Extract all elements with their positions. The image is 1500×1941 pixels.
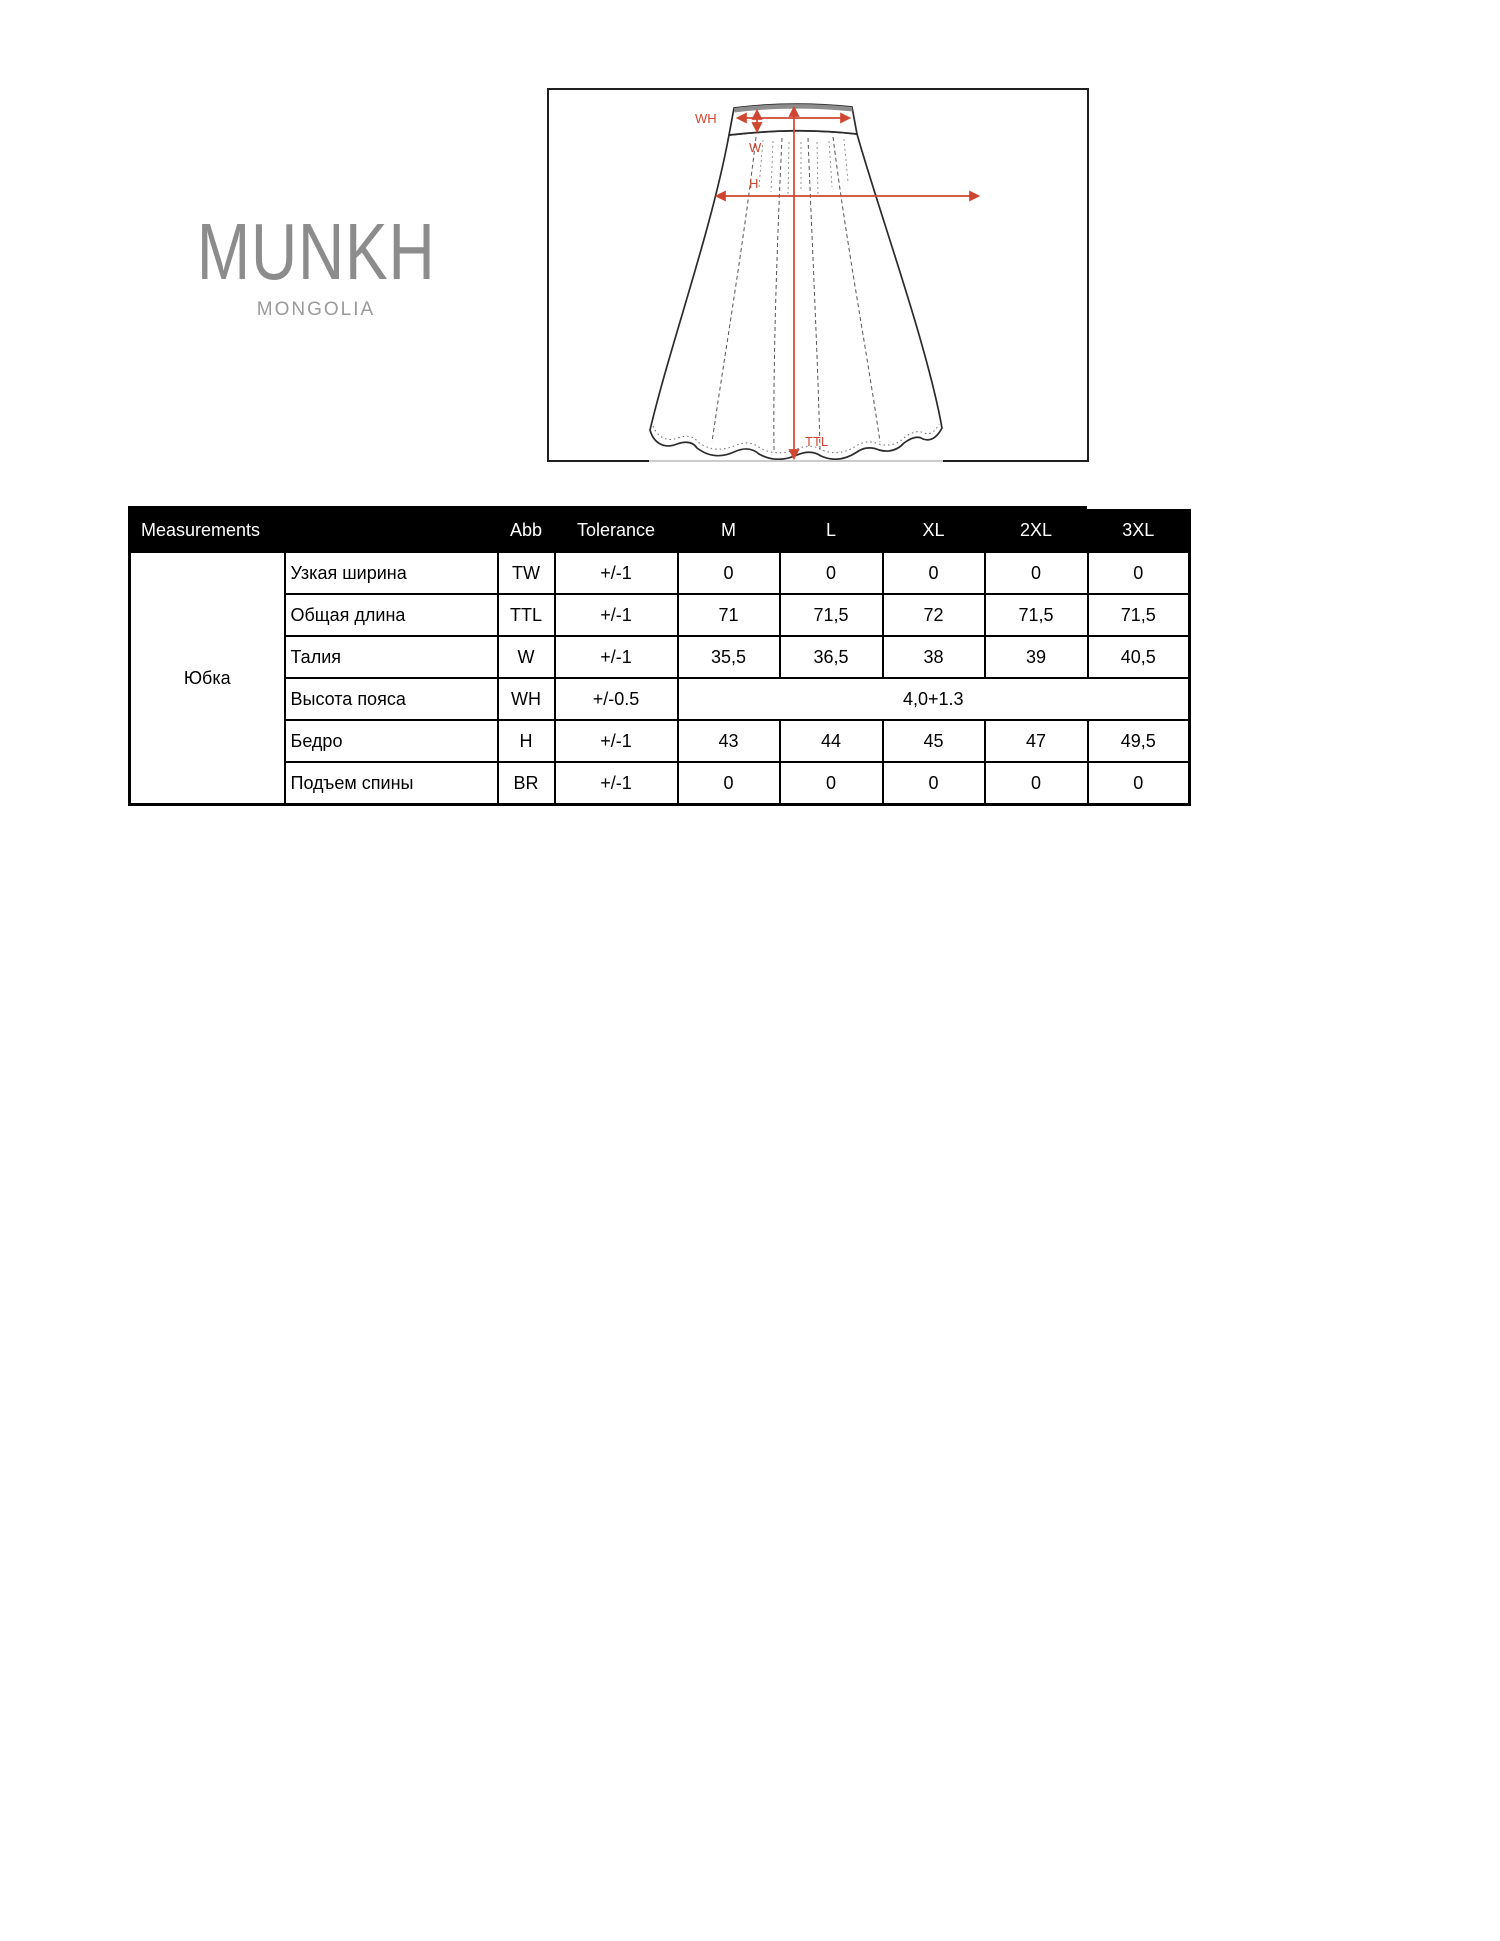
table-row <box>130 636 1190 678</box>
value-cell: 36,5 <box>780 636 883 678</box>
value-cell: 0 <box>985 762 1088 805</box>
value-cell: 38 <box>883 636 985 678</box>
brand-subtitle: MONGOLIA <box>256 299 376 320</box>
value-cell: 0 <box>1088 762 1190 805</box>
value-cell: 71,5 <box>1088 594 1190 636</box>
value-cell: 0 <box>678 762 780 805</box>
ttl-label: TTL <box>805 434 829 449</box>
header-measurements: Measurements <box>130 508 498 553</box>
value-cell: 0 <box>780 762 883 805</box>
measure-name: Подъем спины <box>285 762 498 805</box>
table-row <box>130 594 1190 636</box>
value-cell: 35,5 <box>678 636 780 678</box>
header-size-3xl: 3XL <box>1088 508 1190 553</box>
abb-cell: TW <box>498 552 555 594</box>
w-label: W <box>749 140 762 155</box>
measure-name: Высота пояса <box>285 678 498 720</box>
table-row <box>130 678 1190 720</box>
value-cell: 71,5 <box>985 594 1088 636</box>
header-tolerance: Tolerance <box>555 508 678 553</box>
value-cell: 45 <box>883 720 985 762</box>
h-label: H <box>749 176 759 191</box>
merged-value-cell: 4,0+1.3 <box>678 678 1190 720</box>
abb-cell: TTL <box>498 594 555 636</box>
value-cell: 0 <box>883 552 985 594</box>
tolerance-cell: +/-1 <box>555 594 678 636</box>
brand-logo <box>140 207 492 321</box>
value-cell: 39 <box>985 636 1088 678</box>
tolerance-cell: +/-1 <box>555 762 678 805</box>
frame-bottom-gap <box>649 460 943 462</box>
header-size-m: M <box>678 508 780 553</box>
value-cell: 0 <box>1088 552 1190 594</box>
abb-cell: BR <box>498 762 555 805</box>
abb-cell: H <box>498 720 555 762</box>
value-cell: 0 <box>985 552 1088 594</box>
table-row <box>130 720 1190 762</box>
value-cell: 0 <box>678 552 780 594</box>
skirt-body-outline <box>650 131 942 460</box>
header-size-xl: XL <box>883 508 985 553</box>
value-cell: 49,5 <box>1088 720 1190 762</box>
value-cell: 47 <box>985 720 1088 762</box>
measure-name: Талия <box>285 636 498 678</box>
value-cell: 44 <box>780 720 883 762</box>
measure-name: Общая длина <box>285 594 498 636</box>
skirt-technical-drawing <box>547 88 1089 462</box>
value-cell: 71 <box>678 594 780 636</box>
abb-cell: W <box>498 636 555 678</box>
brand-name: MUNKH <box>196 207 436 296</box>
tolerance-cell: +/-1 <box>555 720 678 762</box>
value-cell: 43 <box>678 720 780 762</box>
value-cell: 0 <box>780 552 883 594</box>
value-cell: 72 <box>883 594 985 636</box>
header-notch-artifact <box>1087 505 1191 509</box>
category-cell: Юбка <box>130 552 285 805</box>
header-abb: Abb <box>498 508 555 553</box>
wh-label: WH <box>695 111 717 126</box>
header-size-l: L <box>780 508 883 553</box>
table-header-row <box>130 508 1190 553</box>
value-cell: 0 <box>883 762 985 805</box>
table-row <box>130 762 1190 805</box>
tolerance-cell: +/-0.5 <box>555 678 678 720</box>
measure-name: Бедро <box>285 720 498 762</box>
value-cell: 71,5 <box>780 594 883 636</box>
abb-cell: WH <box>498 678 555 720</box>
header-size-2xl: 2XL <box>985 508 1088 553</box>
table-row <box>130 552 1190 594</box>
value-cell: 40,5 <box>1088 636 1190 678</box>
tolerance-cell: +/-1 <box>555 636 678 678</box>
tolerance-cell: +/-1 <box>555 552 678 594</box>
measure-name: Узкая ширина <box>285 552 498 594</box>
measurements-table <box>128 506 1191 806</box>
skirt-sketch-svg <box>549 90 1087 460</box>
